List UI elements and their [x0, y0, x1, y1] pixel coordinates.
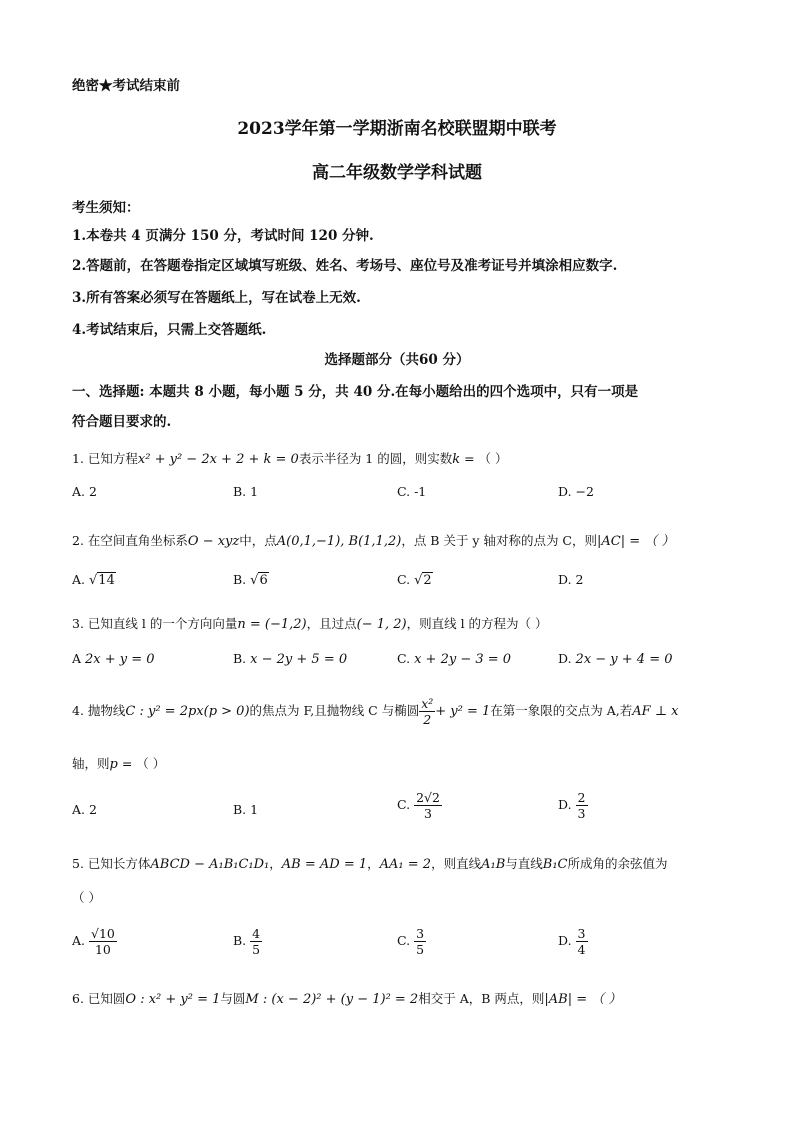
q2-option-b: B. √6 — [233, 572, 268, 588]
q4-option-b: B. 1 — [233, 802, 259, 817]
q5-option-b: B. $\frac{4}{5}$ — [233, 926, 261, 957]
notice-heading: 考生须知： — [72, 200, 140, 216]
confidential-mark: 绝密★考试结束前 — [72, 78, 180, 94]
q1-option-a: A. 2 — [72, 484, 97, 499]
q3-option-d: D. 2x − y + 4 = 0 — [558, 651, 673, 667]
notice-item: 2.答题前，在答题卷指定区域填写班级、姓名、考场号、座位号及准考证号并填涂相应数字. — [72, 258, 618, 274]
question-5-paren: （ ） — [72, 890, 101, 905]
q2-option-c: C. √2 — [397, 572, 432, 588]
question-4-stem-cont: 轴，则p = （ ） — [72, 756, 166, 772]
question-6-stem: 6. 已知圆O : x² + y² = 1与圆M : (x − 2)² + (y − 1)² = 2相交于 A，B 两点，则|AB| = （ ） — [72, 991, 622, 1007]
q5-option-c: C. $\frac{3}{5}$ — [397, 926, 425, 957]
section-intro: 一、选择题: 本题共 8 小题，每小题 5 分，共 40 分.在每小题给出的四个选项中，只有一项是 — [72, 384, 639, 400]
q4-option-a: A. 2 — [72, 802, 97, 817]
q1-option-b: B. 1 — [233, 484, 259, 499]
question-3-stem: 3. 已知直线 l 的一个方向向量n = (−1,2)，且过点(− 1, 2)，则直线 l 的方程为（ ） — [72, 616, 548, 632]
q3-option-c: C. x + 2y − 3 = 0 — [397, 651, 512, 667]
q5-option-a: A. $\frac{√10}{10}$ — [72, 926, 115, 957]
question-1-stem: 1. 已知方程x² + y² − 2x + 2 + k = 0表示半径为 1 的圆，则实数k = （ ） — [72, 451, 508, 467]
section-title: 选择题部分（共60 分） — [324, 352, 470, 368]
q4-option-c: C. $\frac{2√2}{3}$ — [397, 790, 440, 821]
notice-item: 1.本卷共 4 页满分 150 分，考试时间 120 分钟. — [72, 228, 374, 244]
q4-option-d: D. $\frac{2}{3}$ — [558, 790, 586, 821]
q3-option-b: B. x − 2y + 5 = 0 — [233, 651, 348, 667]
q1-option-d: D. −2 — [558, 484, 594, 499]
q3-option-a: A 2x + y = 0 — [72, 651, 155, 667]
question-2-stem: 2. 在空间直角坐标系O − xyz中，点A(0,1,−1), B(1,1,2)，点 B 关于 y 轴对称的点为 C，则|AC| = （ ） — [72, 533, 675, 549]
question-4-stem: 4. 抛物线C : y² = 2px(p > 0)的焦点为 F,且抛物线 C 与椭圆 $\frac{\text{x²}}{2}$ + y² = 1在第一象限的交点为 A,若AF ⊥ x — [72, 696, 679, 727]
section-intro: 符合题目要求的. — [72, 414, 172, 430]
q2-option-a: A. √14 — [72, 572, 115, 588]
notice-item: 3.所有答案必须写在答题纸上，写在试卷上无效. — [72, 290, 361, 306]
exam-title: 2023学年第一学期浙南名校联盟期中联考 — [237, 119, 557, 139]
exam-subtitle: 高二年级数学学科试题 — [312, 163, 482, 183]
notice-item: 4.考试结束后，只需上交答题纸. — [72, 322, 267, 338]
q2-option-d: D. 2 — [558, 572, 584, 587]
q1-option-c: C. -1 — [397, 484, 427, 499]
q5-option-d: D. $\frac{3}{4}$ — [558, 926, 586, 957]
question-5-stem: 5. 已知长方体ABCD − A₁B₁C₁D₁，AB = AD = 1，AA₁ = 2，则直线A₁B与直线B₁C所成角的余弦值为 — [72, 856, 668, 872]
